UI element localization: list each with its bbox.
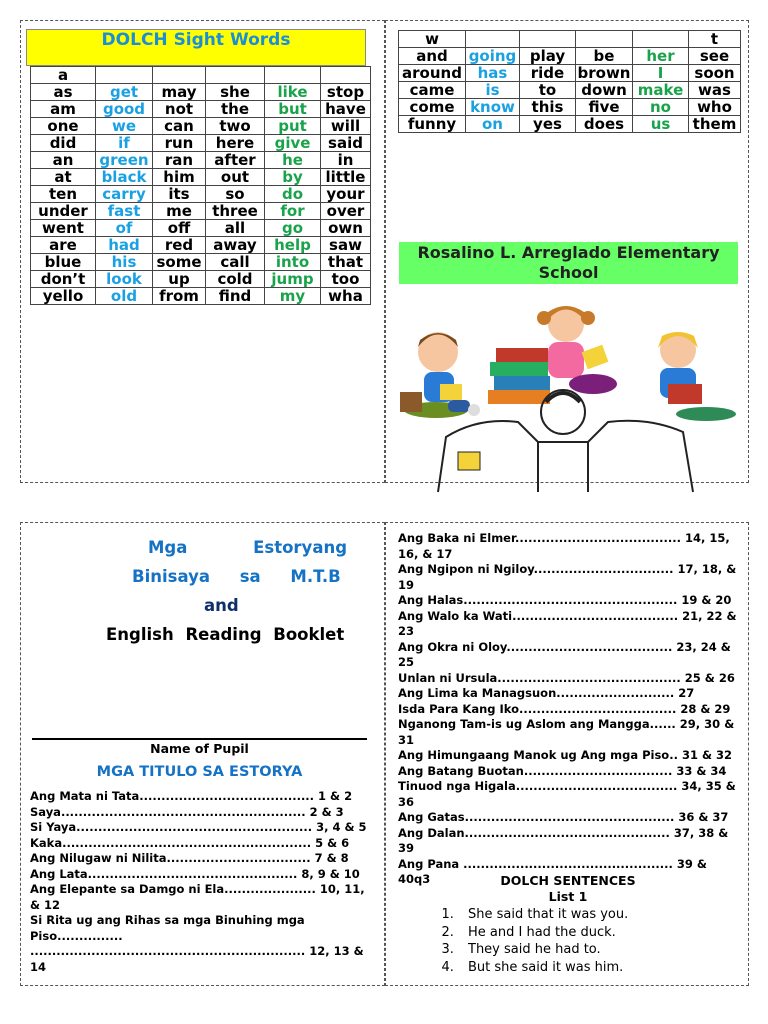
word-cell: [520, 31, 576, 48]
word-row: [399, 31, 741, 48]
word-cell: be: [576, 48, 633, 65]
toc-left-list: [30, 789, 370, 975]
word-row: [399, 48, 741, 65]
word-cell: all: [206, 220, 265, 237]
word-cell: help: [265, 237, 321, 254]
word-cell: does: [576, 116, 633, 133]
word-row: [31, 186, 371, 203]
booklet-title-line3: and: [204, 596, 239, 615]
word-cell: too: [321, 271, 371, 288]
sentence-item: 4. But she said it was him.: [458, 959, 740, 977]
word-cell: put: [265, 118, 321, 135]
word-cell: away: [206, 237, 265, 254]
word-cell: give: [265, 135, 321, 152]
word-cell: [466, 31, 520, 48]
toc-entry: 31: [398, 732, 415, 747]
sentence-item: 1. She said that it was you.: [458, 906, 740, 924]
toc-entry: Si Rita ug ang Rihas sa mga Binuhing mga: [30, 913, 305, 927]
word-cell: up: [153, 271, 206, 288]
sentence-item: 2. He and I had the duck.: [458, 924, 740, 942]
word-row: [31, 169, 371, 186]
word-cell: but: [265, 101, 321, 118]
word-cell: who: [689, 99, 741, 116]
sentence-item: 3. They said he had to.: [458, 941, 740, 959]
right-word-table: [398, 30, 741, 133]
word-cell: your: [321, 186, 371, 203]
word-row: [31, 118, 371, 135]
toc-entry: 23: [398, 624, 415, 638]
word-cell: into: [265, 254, 321, 271]
word-cell: run: [153, 135, 206, 152]
word-cell: came: [399, 82, 466, 99]
toc-entry: Ang Lima ka Managsuon........................... 27: [398, 686, 695, 700]
word-cell: out: [206, 169, 265, 186]
word-cell: that: [321, 254, 371, 271]
toc-entry: Tinuod nga Higala..................................... 34, 35 &: [398, 779, 736, 793]
word-row: [31, 254, 371, 271]
toc-entry: Ang Okra ni Oloy...................................... 23, 24 &: [398, 639, 731, 654]
toc-entry: Ang Lata................................................ 8, 9 & 10: [30, 866, 360, 881]
word-cell: him: [153, 169, 206, 186]
kids-reading-illustration: [388, 292, 746, 502]
word-cell: play: [520, 48, 576, 65]
word-row: [31, 67, 371, 84]
word-cell: had: [96, 237, 153, 254]
word-cell: brown: [576, 65, 633, 82]
toc-entry: Ang Walo ka Wati...................................... 21, 22 &: [398, 608, 737, 623]
word-cell: can: [153, 118, 206, 135]
word-cell: I: [633, 65, 689, 82]
titles-heading: MGA TITULO SA ESTORYA: [96, 764, 303, 780]
word-cell: [96, 67, 153, 84]
word-cell: the: [206, 101, 265, 118]
word-cell: yes: [520, 116, 576, 133]
word-cell: am: [31, 101, 96, 118]
toc-entry: Ang Nilugaw ni Nilita................................. 7 & 8: [30, 851, 349, 865]
toc-entry: Piso...............: [30, 928, 123, 943]
word-cell: for: [265, 203, 321, 220]
word-cell: carry: [96, 186, 153, 203]
toc-entry: Unlan ni Ursula.......................................... 25 & 26: [398, 670, 735, 685]
word-cell: five: [576, 99, 633, 116]
toc-entry: 36: [398, 794, 415, 809]
word-cell: she: [206, 84, 265, 101]
toc-entry: ............................................................... 12, 13 & 14: [30, 944, 364, 974]
word-cell: his: [96, 254, 153, 271]
word-cell: we: [96, 118, 153, 135]
word-cell: will: [321, 118, 371, 135]
toc-entry: Si Yaya...................................................... 3, 4 & 5: [30, 820, 367, 834]
toc-entry: Ang Elepante sa Damgo ni Ela..................... 10, 11,: [30, 882, 365, 896]
word-cell: me: [153, 203, 206, 220]
toc-entry: Saya........................................................ 2 & 3: [30, 804, 344, 819]
word-cell: said: [321, 135, 371, 152]
word-cell: [633, 31, 689, 48]
word-row: [31, 237, 371, 254]
word-row: [31, 84, 371, 101]
word-cell: red: [153, 237, 206, 254]
toc-entry: Isda Para Kang Iko.................................... 28 & 29: [398, 701, 731, 716]
toc-entry: Ang Baka ni Elmer...................................... 14, 15,: [398, 531, 730, 545]
word-cell: saw: [321, 237, 371, 254]
word-cell: see: [689, 48, 741, 65]
word-cell: t: [689, 31, 741, 48]
word-cell: blue: [31, 254, 96, 271]
word-cell: cold: [206, 271, 265, 288]
word-cell: ten: [31, 186, 96, 203]
booklet-title-line2: Binisaya sa M.T.B: [132, 567, 341, 586]
word-cell: by: [265, 169, 321, 186]
toc-entry: 16, & 17: [398, 546, 453, 561]
toc-right-list: [398, 531, 738, 888]
word-cell: over: [321, 203, 371, 220]
word-cell: ran: [153, 152, 206, 169]
word-row: [399, 99, 741, 116]
toc-entry: Nganong Tam-is ug Aslom ang Mangga...... 29, 30 &: [398, 717, 735, 731]
word-cell: as: [31, 84, 96, 101]
word-cell: green: [96, 152, 153, 169]
word-cell: one: [31, 118, 96, 135]
word-cell: good: [96, 101, 153, 118]
word-cell: some: [153, 254, 206, 271]
word-cell: don’t: [31, 271, 96, 288]
word-cell: is: [466, 82, 520, 99]
word-cell: are: [31, 237, 96, 254]
toc-entry: Ang Gatas................................................ 36 & 37: [398, 810, 729, 824]
word-cell: own: [321, 220, 371, 237]
word-cell: call: [206, 254, 265, 271]
word-row: [31, 135, 371, 152]
word-cell: a: [31, 67, 96, 84]
dolch-sentences-list: [420, 906, 740, 976]
word-cell: after: [206, 152, 265, 169]
toc-entry: Ang Batang Buotan.................................. 33 & 34: [398, 763, 727, 778]
toc-entry: & 12: [30, 897, 61, 912]
word-cell: [153, 67, 206, 84]
word-cell: down: [576, 82, 633, 99]
word-row: [31, 152, 371, 169]
booklet-title-line1-text: Mga Estoryang: [148, 538, 348, 557]
toc-entry: 19: [398, 577, 415, 592]
word-cell: [265, 67, 321, 84]
word-cell: if: [96, 135, 153, 152]
word-cell: three: [206, 203, 265, 220]
dolch-sentences-subheading: List 1: [548, 889, 588, 904]
toc-entry: Ang Pana ................................................ 39 & 40q3: [398, 856, 707, 886]
word-cell: funny: [399, 116, 466, 133]
booklet-title-line4: English Reading Booklet: [106, 625, 345, 644]
word-cell: w: [399, 31, 466, 48]
word-cell: wha: [321, 288, 371, 305]
word-cell: find: [206, 288, 265, 305]
dolch-sentences-heading: DOLCH SENTENCES: [500, 873, 636, 888]
dolch-title-banner: [26, 29, 366, 66]
word-row: [31, 288, 371, 305]
word-cell: us: [633, 116, 689, 133]
word-cell: look: [96, 271, 153, 288]
word-cell: know: [466, 99, 520, 116]
word-cell: have: [321, 101, 371, 118]
left-word-table: [30, 66, 371, 305]
word-cell: he: [265, 152, 321, 169]
word-cell: was: [689, 82, 741, 99]
word-cell: old: [96, 288, 153, 305]
word-cell: going: [466, 48, 520, 65]
word-row: [399, 82, 741, 99]
booklet-title-line1: [100, 533, 370, 562]
word-cell: from: [153, 288, 206, 305]
word-cell: may: [153, 84, 206, 101]
word-cell: my: [265, 288, 321, 305]
name-line: [32, 738, 367, 740]
word-cell: [321, 67, 371, 84]
word-cell: yello: [31, 288, 96, 305]
word-cell: in: [321, 152, 371, 169]
word-cell: stop: [321, 84, 371, 101]
word-cell: here: [206, 135, 265, 152]
word-cell: of: [96, 220, 153, 237]
word-row: [31, 271, 371, 288]
toc-entry: Ang Himungaang Manok ug Ang mga Piso.. 31 & 32: [398, 748, 732, 762]
word-row: [31, 220, 371, 237]
word-row: [31, 101, 371, 118]
word-cell: soon: [689, 65, 741, 82]
word-cell: get: [96, 84, 153, 101]
word-cell: like: [265, 84, 321, 101]
dolch-title: DOLCH Sight Words: [101, 30, 291, 50]
school-name-banner: [399, 242, 738, 284]
word-cell: two: [206, 118, 265, 135]
toc-entry: Ang Ngipon ni Ngiloy................................ 17, 18, &: [398, 562, 737, 576]
word-cell: not: [153, 101, 206, 118]
word-cell: ride: [520, 65, 576, 82]
word-cell: its: [153, 186, 206, 203]
word-cell: to: [520, 82, 576, 99]
toc-entry: Ang Dalan............................................... 37, 38 & 39: [398, 825, 729, 855]
word-cell: under: [31, 203, 96, 220]
word-cell: little: [321, 169, 371, 186]
word-cell: went: [31, 220, 96, 237]
word-cell: come: [399, 99, 466, 116]
word-cell: no: [633, 99, 689, 116]
word-cell: on: [466, 116, 520, 133]
word-cell: off: [153, 220, 206, 237]
word-cell: and: [399, 48, 466, 65]
word-cell: fast: [96, 203, 153, 220]
word-cell: do: [265, 186, 321, 203]
toc-entry: Ang Mata ni Tata........................................ 1 & 2: [30, 789, 353, 803]
word-cell: has: [466, 65, 520, 82]
word-cell: an: [31, 152, 96, 169]
word-cell: this: [520, 99, 576, 116]
word-cell: her: [633, 48, 689, 65]
word-cell: go: [265, 220, 321, 237]
word-cell: [206, 67, 265, 84]
booklet-title: [100, 533, 370, 649]
word-cell: around: [399, 65, 466, 82]
word-cell: them: [689, 116, 741, 133]
toc-entry: 25: [398, 655, 415, 669]
toc-entry: Ang Halas................................................. 19 & 20: [398, 593, 732, 607]
toc-entry: Kaka......................................................... 5 & 6: [30, 835, 350, 850]
word-cell: black: [96, 169, 153, 186]
word-cell: at: [31, 169, 96, 186]
word-cell: make: [633, 82, 689, 99]
word-row: [31, 203, 371, 220]
word-cell: [576, 31, 633, 48]
word-cell: did: [31, 135, 96, 152]
word-cell: jump: [265, 271, 321, 288]
word-row: [399, 65, 741, 82]
word-row: [399, 116, 741, 133]
school-name: Rosalino L. Arreglado Elementary School: [417, 243, 720, 282]
word-cell: so: [206, 186, 265, 203]
name-of-pupil-label: Name of Pupil: [150, 741, 249, 756]
